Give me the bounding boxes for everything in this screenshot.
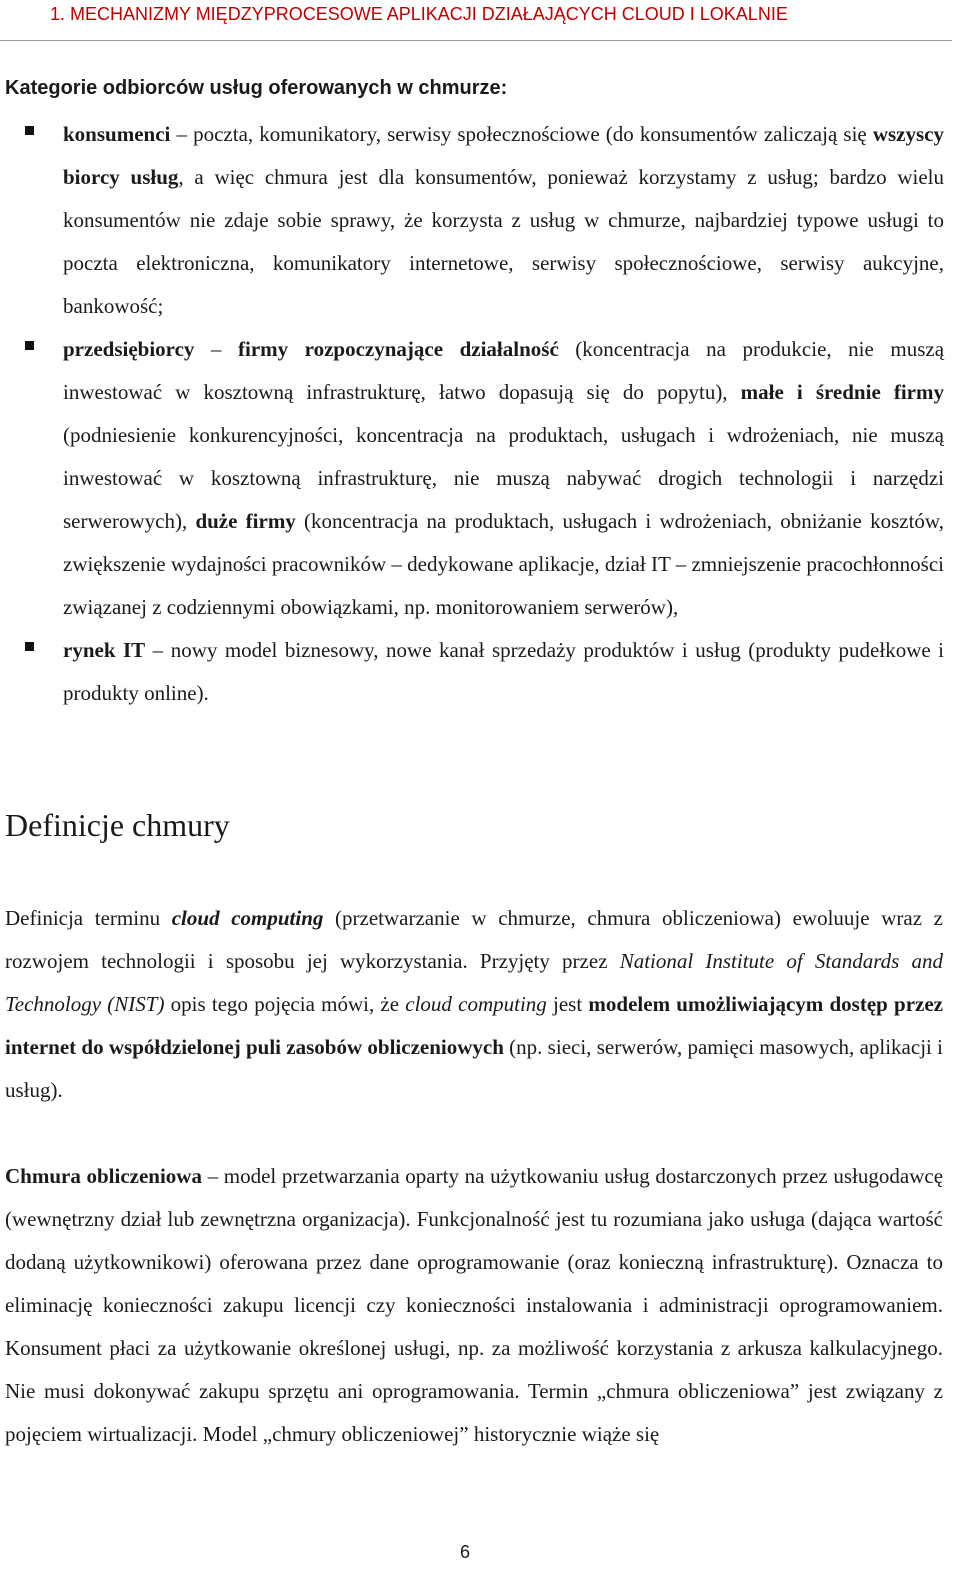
cloud-computing-paragraph: Chmura obliczeniowa – model przetwarzania oparty na użytkowaniu usług dostarczonych przez usługodawcę (wewnętrzny dział lub zewnętrzna organizacja). Funkcjonalność jest tu rozumiana jako usługa (dająca wartość dodaną użytkownikowi) oferowana przez dane oprogramowanie (oraz konieczną infrastrukturę). Oznacza to eliminację konieczności zakupu licencji czy konieczności instalowania i administracji oprogramowaniem. Konsument płaci za użytkowanie określonej usługi, np. za możliwość korzystania z arkusza kalkulacyjnego. Nie musi dokonywać zakupu sprzętu ani oprogramowania. Termin „chmura obliczeniowa” jest związany z pojęciem wirtualizacji. Model „chmury obliczeniowej” historycznie wiąże się: [5, 1164, 944, 1446]
running-header: [0, 0, 952, 41]
nist-name: National Institute of Standards and Technology (NIST): [5, 949, 943, 1016]
term-consumers: konsumenci: [63, 122, 171, 146]
section-heading: Definicje chmury: [5, 807, 230, 843]
term-it-market: rynek IT: [63, 638, 146, 662]
list-item-consumers: konsumenci – poczta, komunikatory, serwisy społecznościowe (do konsumentów zaliczają się wszyscy biorcy usług, a więc chmura jest dla konsumentów, ponieważ korzystamy z usług; bardzo wielu konsumentów nie zdaje sobie sprawy, że korzysta z usług w chmurze, najbardziej typowe usługi to poczta elektroniczna, komunikatory internetowe, serwisy społecznościowe, serwisy aukcyjne, bankowość;: [63, 113, 944, 328]
definition-paragraph: Definicja terminu cloud computing (przetwarzanie w chmurze, chmura obliczeniowa) ewoluuje wraz z rozwojem technologii i sposobu jej wykorzystania. Przyjęty przez National Institute of Standards and Technology (NIST) opis tego pojęcia mówi, że cloud computing jest modelem umożliwiającym dostęp przez internet do współdzielonej puli zasobów obliczeniowych (np. sieci, serwerów, pamięci masowych, aplikacji i usług).: [5, 906, 943, 1102]
page-number: 6: [460, 1542, 471, 1562]
audience-list: [0, 113, 952, 715]
list-item-entrepreneurs: przedsiębiorcy – firmy rozpoczynające działalność (koncentracja na produkcie, nie muszą inwestować w kosztowną infrastrukturę, łatwo dopasują się do popytu), małe i średnie firmy (podniesienie konkurencyjności, koncentracja na produktach, usługach i wdrożeniach, nie muszą inwestować w kosztowną infrastrukturę, nie muszą nabywać drogich technologii i narzędzi serwerowych), duże firmy (koncentracja na produktach, usługach i wdrożeniach, obniżanie kosztów, zwiększenie wydajności pracowników – dedykowane aplikacje, dział IT – zmniejszenie pracochłonności związanej z codziennymi obowiązkami, np. monitorowaniem serwerów),: [63, 328, 944, 629]
bullet-square-icon: [25, 642, 34, 651]
term-cloud-computing: cloud computing: [171, 906, 324, 930]
definition-emphasis: modelem umożliwiającym dostęp przez internet do współdzielonej puli zasobów obliczeniowych: [5, 992, 943, 1059]
term-entrepreneurs: przedsiębiorcy: [63, 337, 195, 361]
list-item-it-market: rynek IT – nowy model biznesowy, nowe kanał sprzedaży produktów i usług (produkty pudełkowe i produkty online).: [63, 629, 944, 715]
term-chmura-obliczeniowa: Chmura obliczeniowa: [5, 1164, 202, 1188]
section-label: Kategorie odbiorców usług oferowanych w chmurze:: [5, 77, 508, 99]
bullet-square-icon: [25, 126, 34, 135]
running-header-title: 1. MECHANIZMY MIĘDZYPROCESOWE APLIKACJI DZIAŁAJĄCYCH CLOUD I LOKALNIE: [50, 4, 788, 24]
bullet-square-icon: [25, 341, 34, 350]
